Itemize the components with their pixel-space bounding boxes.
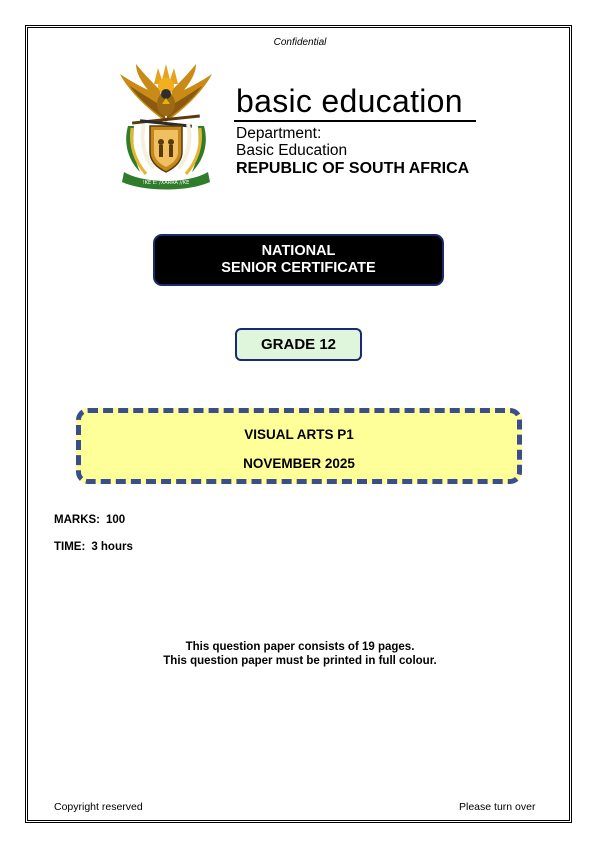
certificate-line2: SENIOR CERTIFICATE bbox=[221, 260, 376, 276]
time-value: 3 hours bbox=[91, 541, 133, 553]
exam-session: NOVEMBER 2025 bbox=[243, 456, 355, 471]
department-name: Basic Education bbox=[236, 142, 348, 159]
copyright-footer: Copyright reserved bbox=[54, 801, 143, 813]
country-name: REPUBLIC OF SOUTH AFRICA bbox=[236, 160, 470, 177]
subject-title: VISUAL ARTS P1 bbox=[244, 427, 354, 442]
brand-title: basic education bbox=[236, 83, 463, 119]
brand-divider bbox=[234, 120, 476, 122]
department-label: Department: bbox=[236, 125, 322, 142]
marks-value: 100 bbox=[106, 514, 126, 526]
time-label: TIME: bbox=[54, 541, 86, 553]
marks-label: MARKS: bbox=[54, 514, 100, 526]
grade-badge: GRADE 12 bbox=[235, 328, 362, 361]
confidential-label: Confidential bbox=[273, 37, 327, 48]
emblem-motto: !KE E: /XARRA //KE bbox=[142, 180, 190, 186]
certificate-line1: NATIONAL bbox=[261, 243, 336, 259]
time-line bbox=[54, 541, 133, 553]
subject-panel bbox=[76, 408, 522, 484]
turn-over-footer: Please turn over bbox=[459, 801, 536, 813]
coat-of-arms-icon bbox=[110, 60, 222, 190]
page-count-notice: This question paper consists of 19 pages. bbox=[185, 641, 415, 653]
certificate-banner bbox=[155, 236, 442, 284]
marks-line bbox=[54, 514, 125, 526]
print-colour-notice: This question paper must be printed in full colour. bbox=[163, 655, 437, 667]
